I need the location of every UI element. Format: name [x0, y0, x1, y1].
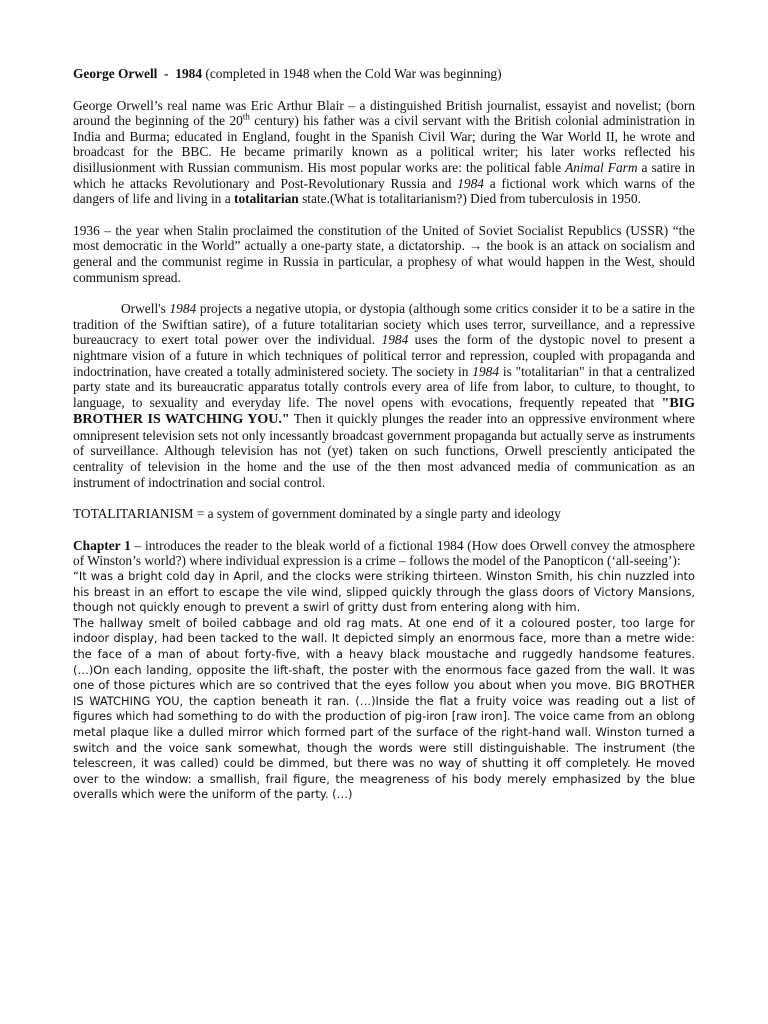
biography-paragraph — [73, 98, 695, 207]
chapter-intro-text: – introduces the reader to the bleak world of a fictional 1984 (How does Orwell convey the atmosphere of Winston’s world?) where individual expression is a crime – follows the model of the Panopticon (‘all-seeing’): — [73, 537, 695, 569]
analysis-text-2: projects a negative utopia, or dystopia (although some critics consider it to be a satire in the tradition of the Swiftian satire), of a future totalitarian society which uses terror, surveillance, and a repressive bureaucracy to exert total power over the individual. — [73, 301, 696, 348]
author-name: George Orwell — [73, 66, 158, 81]
analysis-title-1: 1984 — [169, 301, 197, 317]
totalitarianism-definition: TOTALITARIANISM = a system of government dominated by a single party and ideology — [73, 506, 561, 522]
bio-text-1: George Orwell’s real name was Eric Arthur Blair – a distinguished British journalist, essayist and novelist; (born around the beginning of the 20 — [73, 97, 695, 129]
bio-superscript: th — [242, 111, 250, 122]
bio-title-animal-farm: Animal Farm — [565, 159, 638, 175]
bio-text-3: a satire in which he attacks Revolutionary and Post-Revolutionary Russia and — [73, 159, 695, 191]
chapter-intro-paragraph — [73, 538, 695, 569]
analysis-title-3: 1984 — [472, 363, 500, 379]
analysis-text-4: is "totalitarian" in that a centralized party state and its bureaucratic apparatus totally controls every area of life from labor, to culture, to thought, to language, to sexuality and everyday life. The novel opens with evocations, frequently repeated that — [73, 363, 695, 410]
quote-paragraph-1: “It was a bright cold day in April, and the clocks were striking thirteen. Winston Smith, his chin nuzzled into his breast in an effort to escape the vile wind, slipped quickly through the glass doors of Victory Mansions, though not quickly enough to prevent a swirl of gritty dust from entering along with him. — [73, 569, 695, 615]
analysis-title-2: 1984 — [381, 332, 409, 348]
bio-totalitarian: totalitarian — [234, 191, 299, 207]
chapter-label: Chapter 1 — [73, 537, 131, 553]
analysis-text-3: uses the form of the dystopic novel to present a nightmare vision of a future in which techniques of political terror and repression, coupled with propaganda and indoctrination, have created a totally administered society. The society in — [73, 332, 696, 379]
document-heading — [73, 66, 695, 82]
historical-context-paragraph: 1936 – the year when Stalin proclaimed the constitution of the United of Soviet Socialist Republics (USSR) “the most democratic in the World” actually a one-party state, a dictatorship. → the book is an attack on socialism and general and the communist regime in Russia in particular, a prophesy of what would happen in the West, should communism spread. — [73, 222, 695, 285]
quote-paragraph-2: The hallway smelt of boiled cabbage and old rag mats. At one end of it a coloured poster, too large for indoor display, had been tacked to the wall. It depicted simply an enormous face, more than a metre wide: the face of a man of about forty-five, with a heavy black moustache and ruggedly handsome features. (…)On each landing, opposite the lift-shaft, the poster with the enormous face gazed from the wall. It was one of those pictures which are so contrived that the eyes follow you about when you move. BIG BROTHER IS WATCHING YOU, the caption beneath it ran. (…)Inside the flat a fruity voice was reading out a list of figures which had something to do with the production of pig-iron [raw iron]. The voice came from an oblong metal plaque like a dulled mirror which formed part of the surface of the right-hand wall. Winston turned a switch and the voice sank somewhat, though the words were still distinguishable. The instrument (the telescreen, it was called) could be dimmed, but there was no way of shutting it off completely. He moved over to the window: a smallish, frail figure, the meagreness of his body merely emphasized by the blue overalls which were the uniform of the party. (…) — [73, 615, 695, 802]
analysis-text-1: Orwell's — [121, 301, 170, 317]
bio-text-2: century) his father was a civil servant with the British colonial administration in India and Burma; educated in England, fought in the Spanish Civil War; during the War World II, he wrote and broadcast for the BBC. He became primarily known as a political writer; his later works reflected his disillusionment with Russian communism. His most popular works are: the political fable — [73, 113, 695, 175]
bio-title-1984: 1984 — [457, 175, 484, 191]
analysis-text-5: Then it quickly plunges the reader into an oppressive environment where omnipresent television sets not only incessantly broadcast government propaganda but actually serve as instruments of surveillance. Although television has not (yet) taken on such functions, Orwell presciently anticipated the centrality of television in the home and the use of the then most advanced media of communication as an instrument of indoctrination and social control. — [73, 411, 695, 490]
big-brother-slogan: "BIG BROTHER IS WATCHING YOU." — [73, 395, 695, 428]
book-title: 1984 — [175, 66, 203, 81]
heading-note: (completed in 1948 when the Cold War was beginning) — [202, 66, 502, 81]
heading-separator: - — [157, 66, 176, 81]
document-page — [73, 66, 695, 803]
bio-text-5: state.(What is totalitarianism?) Died from tuberculosis in 1950. — [298, 191, 641, 207]
bio-text-4: a fictional work which warns of the dangers of life and living in a — [73, 175, 695, 207]
analysis-paragraph — [73, 301, 695, 490]
